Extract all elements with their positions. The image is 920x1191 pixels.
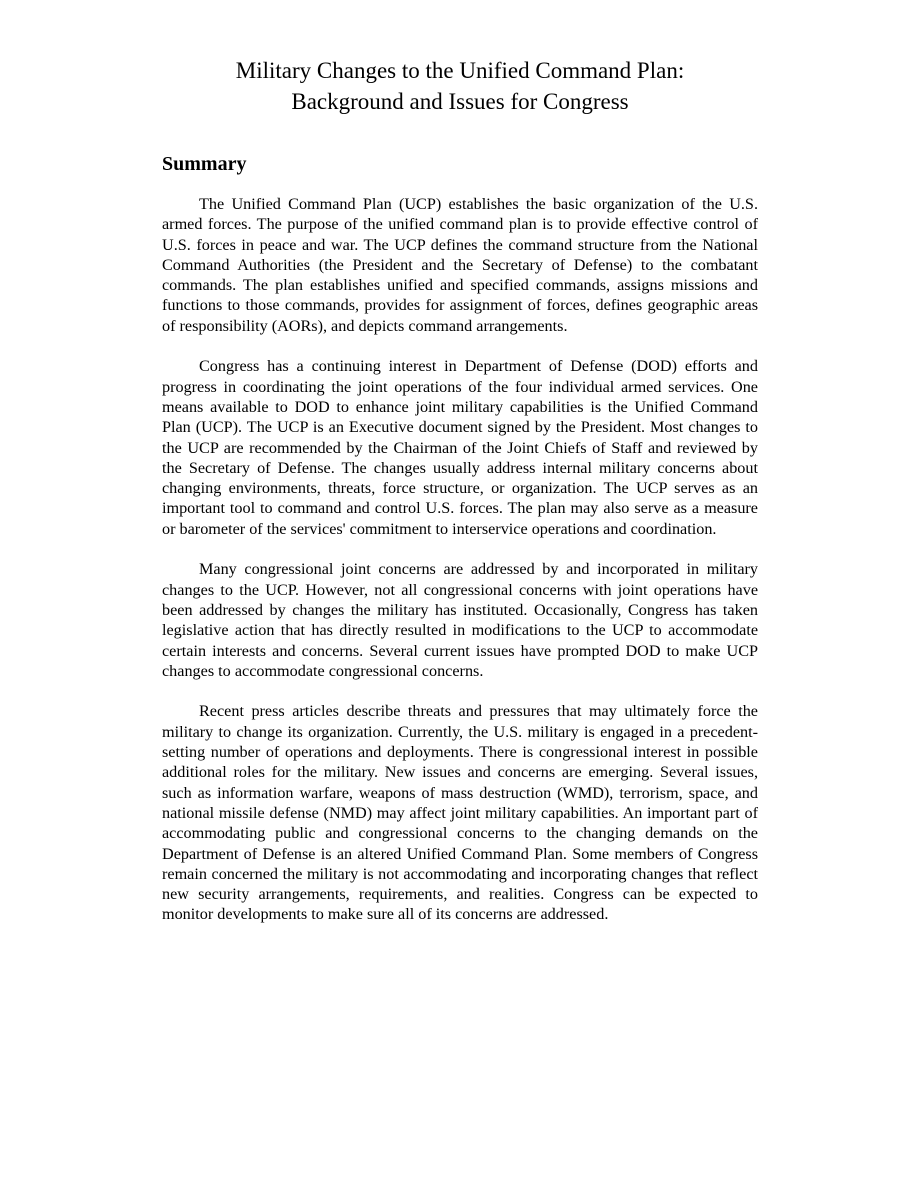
title-line-2: Background and Issues for Congress xyxy=(291,89,629,114)
summary-body xyxy=(162,194,758,945)
paragraph-4: Recent press articles describe threats and pressures that may ultimately force the military to change its organization. Currently, the U.S. military is engaged in a precedent-setting number of operations and deployments. There is congressional interest in possible additional roles for the military. New issues and concerns are emerging. Several issues, such as information warfare, weapons of mass destruction (WMD), terrorism, space, and national missile defense (NMD) may affect joint military capabilities. An important part of accommodating public and congressional concerns to the changing demands on the Department of Defense is an altered Unified Command Plan. Some members of Congress remain concerned the military is not accommodating and incorporating changes that reflect new security arrangements, requirements, and realities. Congress can be expected to monitor developments to make sure all of its concerns are addressed. xyxy=(162,702,758,924)
title-line-1: Military Changes to the Unified Command Plan: xyxy=(235,58,685,83)
document-title xyxy=(0,55,920,117)
paragraph-2: Congress has a continuing interest in Department of Defense (DOD) efforts and progress in coordinating the joint operations of the four individual armed services. One means available to DOD to enhance joint military capabilities is the Unified Command Plan (UCP). The UCP is an Executive document signed by the President. Most changes to the UCP are recommended by the Chairman of the Joint Chiefs of Staff and reviewed by the Secretary of Defense. The changes usually address internal military concerns about changing environments, threats, force structure, or organization. The UCP serves as an important tool to command and control U.S. forces. The plan may also serve as a measure or barometer of the services' commitment to interservice operations and coordination. xyxy=(162,357,758,538)
paragraph-1: The Unified Command Plan (UCP) establishes the basic organization of the U.S. armed forces. The purpose of the unified command plan is to provide effective control of U.S. forces in peace and war. The UCP defines the command structure from the National Command Authorities (the President and the Secretary of Defense) to the combatant commands. The plan establishes unified and specified commands, assigns missions and functions to those commands, provides for assignment of forces, defines geographic areas of responsibility (AORs), and depicts command arrangements. xyxy=(162,195,758,335)
paragraph-3: Many congressional joint concerns are addressed by and incorporated in military changes to the UCP. However, not all congressional concerns with joint operations have been addressed by changes the military has instituted. Occasionally, Congress has taken legislative action that has directly resulted in modifications to the UCP to accommodate certain interests and concerns. Several current issues have prompted DOD to make UCP changes to accommodate congressional concerns. xyxy=(162,560,758,680)
section-heading-summary: Summary xyxy=(162,153,247,175)
